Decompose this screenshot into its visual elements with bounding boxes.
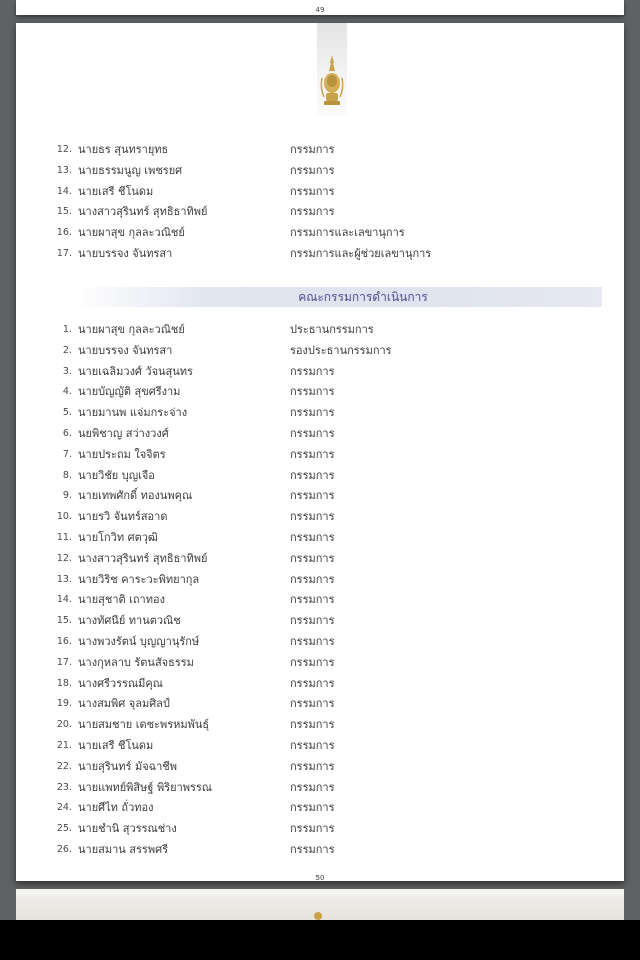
member-role: ประธานกรรมการ (290, 323, 374, 336)
member-name: นายวิชัย บุญเจือ (78, 468, 155, 482)
list-item (56, 223, 586, 243)
member-role: กรรมการ (290, 655, 335, 669)
member-role: กรรมการ (290, 739, 335, 752)
section-heading: คณะกรรมการดำเนินการ (298, 290, 428, 304)
member-num: 12. (56, 144, 72, 155)
bottom-bar (0, 920, 640, 960)
member-name: นางพวงรัตน์ บุญญานุรักษ์ (78, 635, 200, 648)
list-item (56, 674, 586, 694)
member-num: 9. (62, 490, 72, 502)
member-role: กรรมการ (290, 822, 335, 836)
member-role: กรรมการและผู้ช่วยเลขานุการ (290, 247, 432, 260)
page-number: 50 (315, 874, 325, 882)
member-num: 24. (56, 802, 72, 814)
list-item (56, 466, 586, 486)
member-role: กรรมการ (290, 759, 335, 773)
royal-emblem-icon (317, 23, 347, 116)
member-role: กรรมการ (290, 780, 335, 794)
member-role: กรรมการ (290, 697, 335, 711)
member-role: กรรมการ (290, 447, 335, 461)
member-name: นายธร สุนทรายุทธ (78, 143, 169, 156)
member-role: กรรมการและเลขานุการ (290, 226, 405, 240)
member-name: นายสุรินทร์ มัจฉาชีพ (78, 759, 178, 773)
list-item (56, 694, 586, 714)
list-item (56, 590, 586, 610)
member-num: 23. (56, 781, 72, 793)
member-name: นายบรรจง จันทรสา (78, 343, 173, 357)
list-item (56, 736, 586, 756)
member-role: กรรมการ (290, 801, 335, 815)
member-num: 16. (56, 636, 72, 647)
member-num: 26. (56, 844, 72, 855)
member-role: กรรมการ (290, 551, 335, 565)
list-item (56, 778, 586, 798)
list-item (56, 528, 586, 548)
member-num: 12. (56, 552, 72, 564)
member-num: 22. (56, 760, 72, 772)
list-item (56, 161, 586, 181)
member-name: นางทัศนีย์ ทานตวณิช (78, 614, 181, 628)
list-item (56, 403, 586, 423)
list-item (56, 341, 586, 361)
member-num: 14. (56, 594, 72, 606)
member-num: 21. (56, 740, 72, 751)
member-role: กรรมการ (290, 143, 335, 156)
next-page-edge (16, 889, 624, 920)
member-role: กรรมการ (290, 635, 335, 648)
section-heading-band (74, 287, 602, 307)
member-role: กรรมการ (290, 427, 335, 440)
list-item (56, 362, 586, 382)
list-item (56, 757, 586, 777)
list-item (56, 798, 586, 818)
member-name: นายเสรี ชีโนดม (78, 184, 154, 198)
member-name: นายประถม ใจจิตร (78, 447, 166, 461)
list-item (56, 507, 586, 527)
member-role: กรรมการ (290, 614, 335, 628)
list-item (56, 320, 586, 340)
member-num: 2. (62, 344, 72, 356)
member-num: 14. (56, 185, 72, 197)
member-role: กรรมการ (290, 468, 335, 482)
member-name: นางกุหลาบ รัตนสัจธรรม (78, 655, 194, 669)
member-role: กรรมการ (290, 572, 335, 586)
member-role: กรรมการ (290, 364, 335, 378)
member-num: 17. (56, 656, 72, 668)
member-num: 17. (56, 248, 72, 259)
member-name: นางสาวสุรินทร์ สุทธิธาทิพย์ (78, 205, 208, 219)
member-num: 13. (56, 164, 72, 176)
member-name: นายสมชาย เดชะพรหมพันธุ์ (78, 718, 210, 732)
member-name: นายผาสุข กุลละวณิชย์ (78, 323, 185, 336)
member-num: 25. (56, 823, 72, 835)
member-num: 16. (56, 227, 72, 239)
list-item (56, 611, 586, 631)
member-role: กรรมการ (290, 385, 335, 399)
list-item (56, 182, 586, 202)
list-item (56, 549, 586, 569)
member-role: กรรมการ (290, 676, 335, 690)
member-name: นายศีไท ถั่วทอง (78, 801, 154, 815)
list-item (56, 632, 586, 652)
list-item (56, 382, 586, 402)
list-item (56, 715, 586, 735)
member-name: นายเฉลิมวงศ์ วัจนสุนทร (78, 364, 193, 378)
member-role: กรรมการ (290, 593, 335, 607)
member-num: 7. (62, 448, 72, 460)
previous-page-number: 49 (315, 6, 325, 14)
list-item (56, 570, 586, 590)
member-name: นายผาสุข กุลละวณิชย์ (78, 226, 185, 240)
member-num: 15. (56, 206, 72, 218)
member-role: กรรมการ (290, 843, 335, 856)
member-name: นางสมพิศ จุลมศิลป์ (78, 697, 170, 711)
member-role: กรรมการ (290, 531, 335, 544)
member-name: นายชำนิ สุวรรณช่าง (78, 822, 177, 836)
member-num: 13. (56, 573, 72, 585)
member-num: 10. (56, 511, 72, 523)
list-item (56, 424, 586, 444)
member-role: กรรมการ (290, 163, 335, 177)
member-name: นายบัญญัติ สุขศรีงาม (78, 385, 181, 399)
list-item (56, 653, 586, 673)
member-role: กรรมการ (290, 510, 335, 524)
member-name: นายวิริช คาระวะพิทยากุล (78, 572, 200, 586)
member-name: นายธรรมนูญ เพชรยศ (78, 163, 183, 177)
member-num: 5. (62, 407, 72, 419)
member-name: นางสาวสุรินทร์ สุทธิธาทิพย์ (78, 551, 208, 565)
member-num: 15. (56, 615, 72, 627)
member-name: นางศรีวรรณมีคุณ (78, 676, 163, 690)
previous-page-edge (16, 0, 624, 15)
member-num: 18. (56, 677, 72, 689)
member-name: นยพิชาญ สว่างวงศ์ (78, 427, 169, 440)
list-item (56, 445, 586, 465)
list-item (56, 244, 586, 264)
document-page (16, 23, 624, 881)
list-item (56, 819, 586, 839)
list-item (56, 840, 586, 860)
member-num: 20. (56, 719, 72, 731)
member-name: นายบรรจง จันทรสา (78, 247, 173, 260)
next-page-emblem-icon (314, 912, 322, 920)
member-num: 6. (62, 428, 72, 439)
member-name: นายเสรี ชีโนดม (78, 739, 154, 752)
member-num: 11. (56, 532, 72, 543)
member-name: นายแพทย์พิสิษฐ์ พิริยาพรรณ (78, 780, 213, 794)
member-role: กรรมการ (290, 184, 335, 198)
member-role: กรรมการ (290, 718, 335, 732)
member-role: กรรมการ (290, 489, 335, 503)
member-role: กรรมการ (290, 205, 335, 219)
member-role: กรรมการ (290, 406, 335, 420)
member-num: 3. (62, 365, 72, 377)
member-name: นายสุชาติ เถาทอง (78, 593, 165, 607)
list-item (56, 140, 586, 160)
member-name: นายสมาน สรรพศรี (78, 843, 168, 856)
member-num: 4. (62, 386, 72, 398)
member-role: รองประธานกรรมการ (290, 343, 392, 357)
member-name: นายรวิ จันทร์สอาด (78, 510, 168, 524)
member-name: นายเทพศักดิ์ ทองนพคุณ (78, 489, 193, 503)
member-num: 1. (62, 324, 72, 335)
member-num: 8. (62, 469, 72, 481)
member-name: นายมานพ แจ่มกระจ่าง (78, 406, 188, 420)
list-item (56, 486, 586, 506)
list-item (56, 202, 586, 222)
member-num: 19. (56, 698, 72, 710)
member-name: นายโกวิท ศตวุฒิ (78, 531, 158, 544)
